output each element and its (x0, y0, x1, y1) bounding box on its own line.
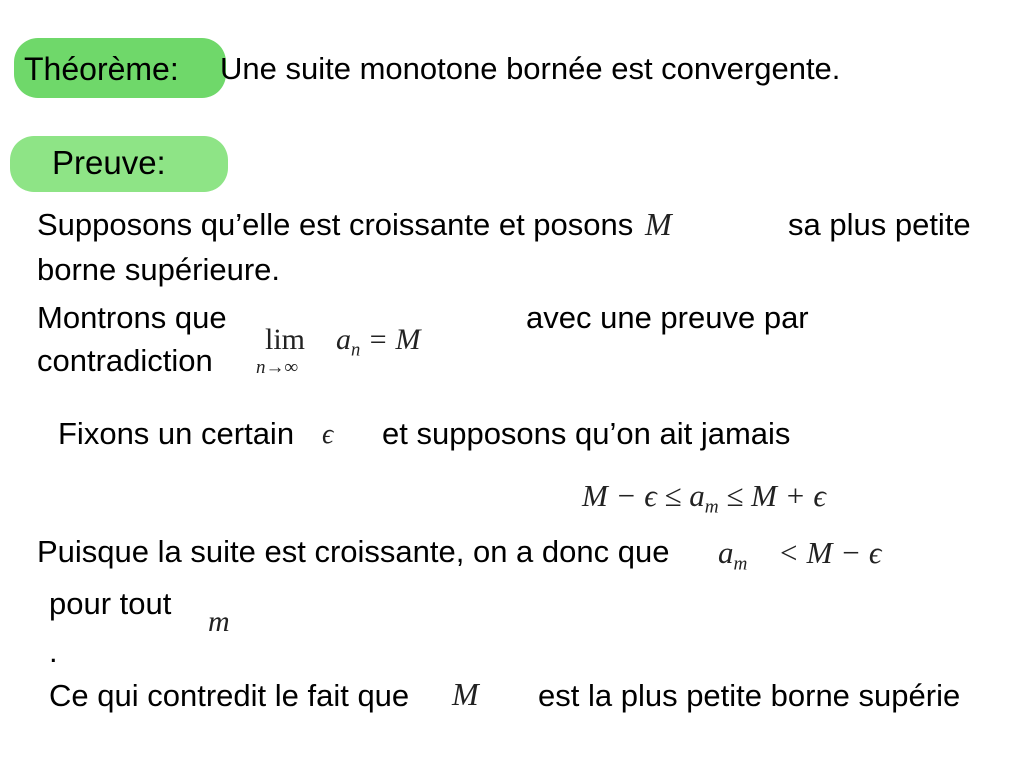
proof-line-5a: Fixons un certain (58, 416, 295, 451)
proof-line-1a: Supposons qu’elle est croissante et posons (37, 207, 634, 242)
math-inequality: $M - \epsilon \le a_m \le M + \epsilon$ (582, 478, 826, 518)
math-M-1: M (645, 206, 672, 242)
proof-line-1b: sa plus petite (788, 207, 971, 242)
proof-line-10b: est la plus petite borne supérie (538, 678, 961, 713)
math-lim: lim (265, 323, 306, 356)
proof-label: Preuve: (52, 144, 166, 181)
proof-line-9: . (49, 634, 58, 669)
proof-line-10a: Ce qui contredit le fait que (49, 678, 410, 713)
proof-line-4: contradiction (37, 343, 213, 378)
math-M-2: M (452, 676, 479, 712)
math-a-m: $a_m$ (718, 535, 748, 575)
math-lim-expression: $a_n = M$ (336, 323, 421, 361)
theorem-label: Théorème: (24, 51, 179, 87)
proof-line-3a: Montrons que (37, 300, 227, 335)
math-epsilon-1: ϵ (322, 419, 334, 450)
proof-line-8: pour tout (49, 586, 172, 621)
math-less-than-expression: < M − ϵ (778, 535, 882, 570)
proof-line-3b: avec une preuve par (526, 300, 809, 335)
proof-line-5b: et supposons qu’on ait jamais (382, 416, 791, 451)
math-m: m (208, 605, 230, 638)
proof-line-2: borne supérieure. (37, 252, 280, 287)
math-lim-subscript: n→∞ (256, 357, 299, 378)
proof-line-7: Puisque la suite est croissante, on a donc que (37, 534, 670, 569)
theorem-statement: Une suite monotone bornée est convergente. (220, 51, 841, 86)
